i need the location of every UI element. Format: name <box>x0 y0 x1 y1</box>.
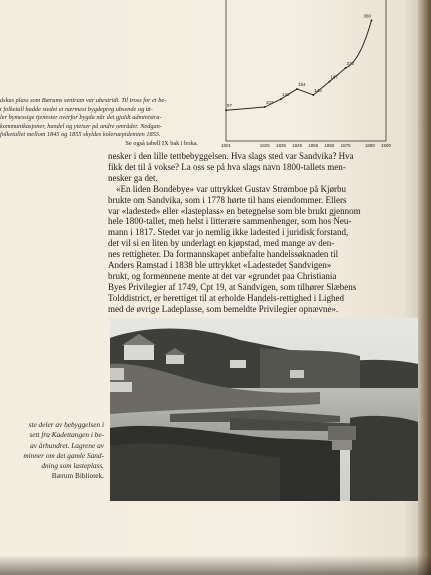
historic-photo-sandvika <box>110 318 418 501</box>
x-tick-label: 1855 <box>308 143 319 148</box>
data-point <box>280 98 282 100</box>
chart-caption-line: t folketall hadde stedet et nærmest bygdepreg ubsende og ut- <box>0 105 153 113</box>
data-label: 230 <box>346 61 355 66</box>
body-line: Tolddistrict, er berettiget til at erholde Handels-rettighed i Lighed <box>108 292 345 303</box>
x-tick-label: 1825 <box>259 143 270 148</box>
body-line: mann i 1817. Stedet var jo nemlig ikke ladested i juridisk forstand, <box>108 227 349 238</box>
data-point <box>225 109 227 111</box>
data-point <box>370 19 372 21</box>
x-tick-label: 1835 <box>275 143 286 148</box>
body-line: brukt, og formennene mente at det var «grundet paa Christiania <box>108 270 337 281</box>
body-line: «En liden Bondebye» var uttrykket Gustav Strømboe på Kjørbu <box>116 183 346 194</box>
x-tick-label: 1801 <box>220 143 232 148</box>
body-line: brukte om Sandvika, som i 1778 hørte til hans eiendommer. Ellers <box>108 194 347 205</box>
data-label: 97 <box>227 103 233 109</box>
body-line: hele 1800-tallet, men helst i litterære sammenhenger, som hos Neu- <box>108 216 352 227</box>
x-tick-label: 1900 <box>380 143 392 148</box>
data-label: 145 <box>314 87 322 93</box>
body-line: nesker ga det. <box>108 172 158 183</box>
x-tick-label: 1865 <box>324 143 335 148</box>
photo-credit: Bærum Bibliotek. <box>51 471 104 481</box>
body-line: nes rettigheter. Da formannskapet anbefalte handelssøknaden til <box>108 249 339 260</box>
data-point <box>345 67 347 69</box>
data-point <box>312 94 314 96</box>
chart-caption-line: kommunikasjoner, handel og yteiser på andre områder. Nedgan- <box>0 122 162 130</box>
photo-caption-line: ste deler av bebyggelsen i <box>28 420 104 429</box>
body-line: var «ladested» eller «lasteplass» en betegnelse som ble brukt gjennom <box>108 205 361 216</box>
data-point <box>328 81 330 83</box>
chart-caption-line: folketallet mellom 1845 og 1855 skyldes koleraepidemien 1853. <box>0 131 161 138</box>
data-label: 164 <box>298 81 306 87</box>
data-label: 132 <box>281 92 290 98</box>
page-edge <box>418 0 431 575</box>
table-reference: Se også tabell IX bak i boka. <box>125 139 198 147</box>
chart-caption-line: ler bymessige tjenester overfor bygda når det gjaldt administra- <box>0 114 162 121</box>
data-label: 187 <box>330 74 338 80</box>
population-chart <box>200 0 400 150</box>
photo-caption-line: sett fra Kadettangen i be- <box>29 430 104 440</box>
photo-caption-line: minner om det gamle Sand- <box>23 450 104 460</box>
x-tick-label: 1890 <box>364 143 375 148</box>
body-line: det vil si en liten by underlagt en kjøpstad, med mange av den- <box>108 238 335 249</box>
photo-caption <box>0 420 104 482</box>
data-point <box>296 88 298 90</box>
chart-caption-line: dskus plass som Bærums sentrum var ubestridt. Til tross for et be- <box>0 97 167 104</box>
x-tick-label: 1845 <box>292 143 303 148</box>
photo-caption-line: dning som lasteplass. <box>41 461 104 471</box>
body-line: fikk det til å vokse? La oss se på hva slags navn 1800-tallets men- <box>108 161 346 172</box>
data-label: 380 <box>363 13 371 19</box>
chart-frame <box>226 0 386 141</box>
body-line: Byes Privilegier af 1749, Cpt 19, at Sandvigen, som tilhører Slæbens <box>108 281 357 292</box>
body-line: med de øvrige Ladeplasse, som bemeldte Privilegier opnævne». <box>108 303 339 314</box>
data-point <box>264 106 266 108</box>
chart-caption <box>0 97 198 148</box>
data-label: 107 <box>265 100 274 106</box>
body-line: Anders Ramstad i 1838 ble uttrykket «Ladestedet Sandvigen» <box>108 260 332 271</box>
photo-caption-line: av århundret. Lagrene av <box>30 440 104 450</box>
x-tick-label: 1875 <box>340 143 351 148</box>
page-shadow <box>0 555 431 575</box>
body-text <box>108 151 408 315</box>
body-line: nesker i den lille tettbebyggelsen. Hva slags sted var Sandvika? Hva <box>108 151 354 161</box>
